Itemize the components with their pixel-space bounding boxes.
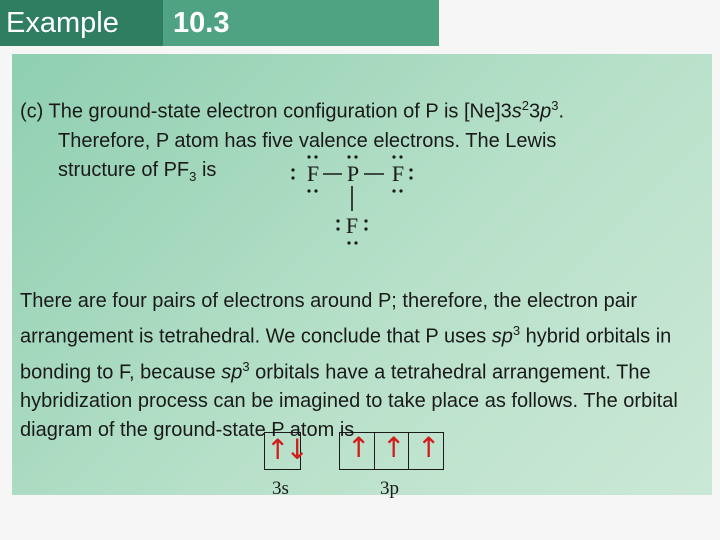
paragraph-line-2: Therefore, P atom has five valence electrons. The Lewis — [58, 129, 557, 152]
config-sup-2: 3 — [551, 98, 559, 113]
lewis-intro-sub: 3 — [189, 168, 197, 184]
hybrid-text-3: orbitals have a tetrahedral arrangement. The hybridization process can be imagined to take place as follows. The orbital diagram of the ground-state P atom is — [20, 361, 678, 442]
hybrid-sup-1: 3 — [512, 323, 521, 338]
hybrid-text-1: There are four pairs of electrons around P; therefore, the electron pair arrangement is tetrahedral. We conclude that P uses — [20, 290, 638, 348]
config-p: p — [540, 100, 552, 123]
lewis-atom-f-left: F — [306, 161, 320, 186]
config-period: . — [558, 100, 565, 123]
lewis-intro-text: structure of PF — [58, 158, 190, 181]
slide-title-example: Example — [0, 0, 163, 46]
lewis-atom-p: P — [346, 161, 360, 186]
arrow-3p-2: ↑ — [382, 431, 406, 464]
slide-title-number: 10.3 — [163, 0, 439, 46]
paragraph-hybridization — [20, 287, 710, 445]
hybrid-sp-1: sp — [491, 325, 513, 348]
hybrid-text-2: hybrid orbitals in bonding to F, because — [20, 325, 672, 384]
orbital-label-3s: 3s — [272, 478, 289, 499]
arrow-3p-3: ↑ — [417, 431, 441, 464]
lewis-intro-is: is — [196, 158, 217, 181]
lewis-atom-f-right: F — [391, 161, 405, 186]
arrow-pair-3s: ↑↓ — [266, 433, 305, 466]
hybrid-sp-2: sp — [221, 361, 243, 384]
config-sup-1: 2 — [521, 98, 529, 113]
lewis-atom-f-bottom: F — [345, 213, 359, 238]
config-three: 3 — [528, 100, 541, 123]
lewis-structure-pf3 — [280, 148, 430, 258]
orbital-label-3p: 3p — [380, 478, 399, 499]
arrow-3p-1: ↑ — [347, 431, 371, 464]
config-s: s — [511, 100, 522, 123]
config-text: (c) The ground-state electron configuration of P is [Ne]3 — [20, 100, 512, 123]
paragraph-line-1 — [20, 91, 700, 127]
hybrid-sup-2: 3 — [242, 358, 250, 374]
